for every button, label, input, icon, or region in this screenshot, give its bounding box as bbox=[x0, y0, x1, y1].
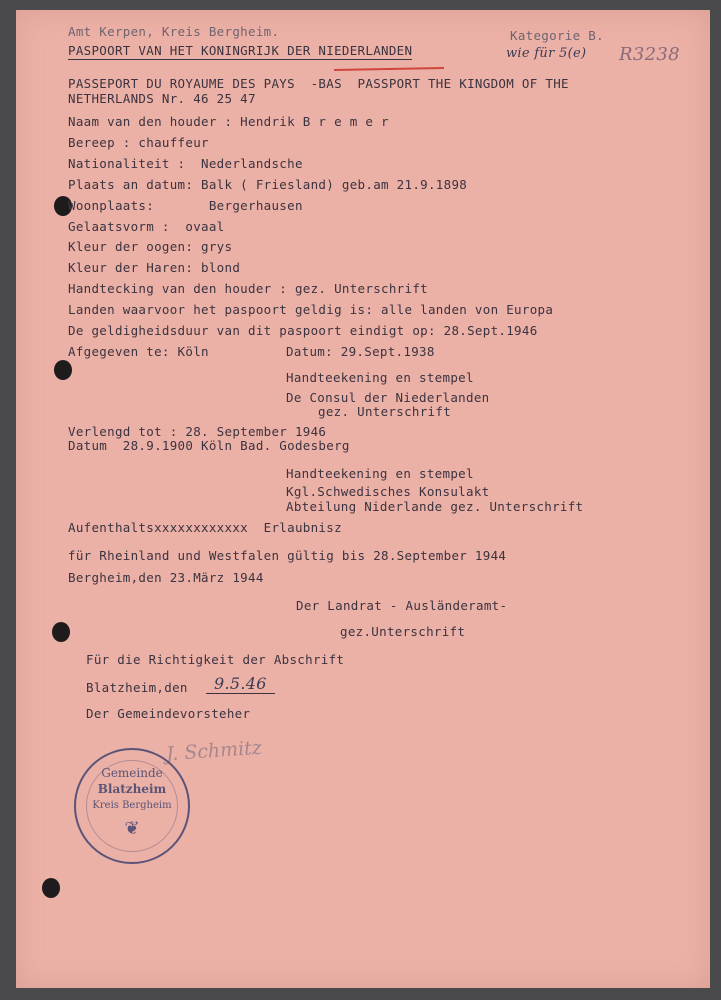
office-header: Amt Kerpen, Kreis Bergheim. bbox=[68, 24, 280, 39]
extended-until: Verlengd tot : 28. September 1946 bbox=[68, 424, 327, 439]
holder-name: Naam van den houder : Hendrik B r e m e r bbox=[68, 114, 389, 129]
landrat-signature: gez.Unterschrift bbox=[340, 624, 466, 639]
consulate: Kgl.Schwedisches Konsulakt bbox=[286, 484, 490, 499]
document-title: PASPOORT VAN HET KONINGRIJK DER NIEDERLANDEN bbox=[68, 43, 413, 58]
birth-place-date: Plaats an datum: Balk ( Friesland) geb.am 21.9.1898 bbox=[68, 177, 468, 192]
place-date: Bergheim,den 23.März 1944 bbox=[68, 570, 264, 585]
stamp-line-3: Kreis Bergheim bbox=[92, 800, 172, 811]
handwritten-signature: J. Schmitz bbox=[165, 736, 263, 766]
department: Abteilung Niderlande gez. Unterschrift bbox=[286, 499, 584, 514]
issued-at: Afgegeven te: Köln bbox=[68, 344, 209, 359]
blatzheim-date-label: Blatzheim,den bbox=[86, 680, 188, 695]
seal-label-1: Handteekening en stempel bbox=[286, 370, 474, 385]
face-shape: Gelaatsvorm : ovaal bbox=[68, 219, 225, 234]
archive-number: R3238 bbox=[619, 44, 680, 65]
consul-signature: gez. Unterschrift bbox=[318, 404, 452, 419]
consul: De Consul der Niederlanden bbox=[286, 390, 490, 405]
residence: Woonplaats: Bergerhausen bbox=[68, 198, 303, 213]
hair-colour: Kleur der Haren: blond bbox=[68, 260, 241, 275]
passport-line-1: PASSEPORT DU ROYAUME DES PAYS -BAS PASSPORT THE KINGDOM OF THE bbox=[68, 76, 569, 91]
stamp-line-1: Gemeinde bbox=[101, 766, 163, 780]
stamp-line-2: Blatzheim bbox=[97, 782, 167, 796]
mayor-title: Der Gemeindevorsteher bbox=[86, 706, 251, 721]
residence-permit: Aufenthaltsxxxxxxxxxxxx Erlaubnisz bbox=[68, 520, 342, 535]
valid-countries: Landen waarvoor het paspoort geldig is: alle landen von Europa bbox=[68, 302, 554, 317]
category-label: Kategorie B. bbox=[510, 28, 604, 43]
extended-date: Datum 28.9.1900 Köln Bad. Godesberg bbox=[68, 438, 350, 453]
nationality: Nationaliteit : Nederlandsche bbox=[68, 156, 303, 171]
document-page bbox=[16, 10, 710, 988]
landrat: Der Landrat - Ausländeramt- bbox=[296, 598, 508, 613]
title-red-underline bbox=[334, 67, 444, 71]
municipal-stamp bbox=[74, 748, 190, 864]
permit-region: für Rheinland und Westfalen gültig bis 28.September 1944 bbox=[68, 548, 507, 563]
eagle-emblem-icon: ❦ bbox=[124, 818, 140, 839]
seal-label-2: Handteekening en stempel bbox=[286, 466, 474, 481]
occupation: Bereep : chauffeur bbox=[68, 135, 209, 150]
correctness-note: Für die Richtigkeit der Abschrift bbox=[86, 652, 345, 667]
validity-end: De geldigheidsduur van dit paspoort eindigt op: 28.Sept.1946 bbox=[68, 323, 538, 338]
passport-number-line: NETHERLANDS Nr. 46 25 47 bbox=[68, 91, 256, 106]
handwritten-category-note: wie für 5(e) bbox=[506, 46, 587, 61]
holder-signature: Handtecking van den houder : gez. Unterschrift bbox=[68, 281, 428, 296]
eye-colour: Kleur der oogen: grys bbox=[68, 239, 233, 254]
issued-date: Datum: 29.Sept.1938 bbox=[286, 344, 435, 359]
handwritten-date: 9.5.46 bbox=[206, 674, 275, 694]
